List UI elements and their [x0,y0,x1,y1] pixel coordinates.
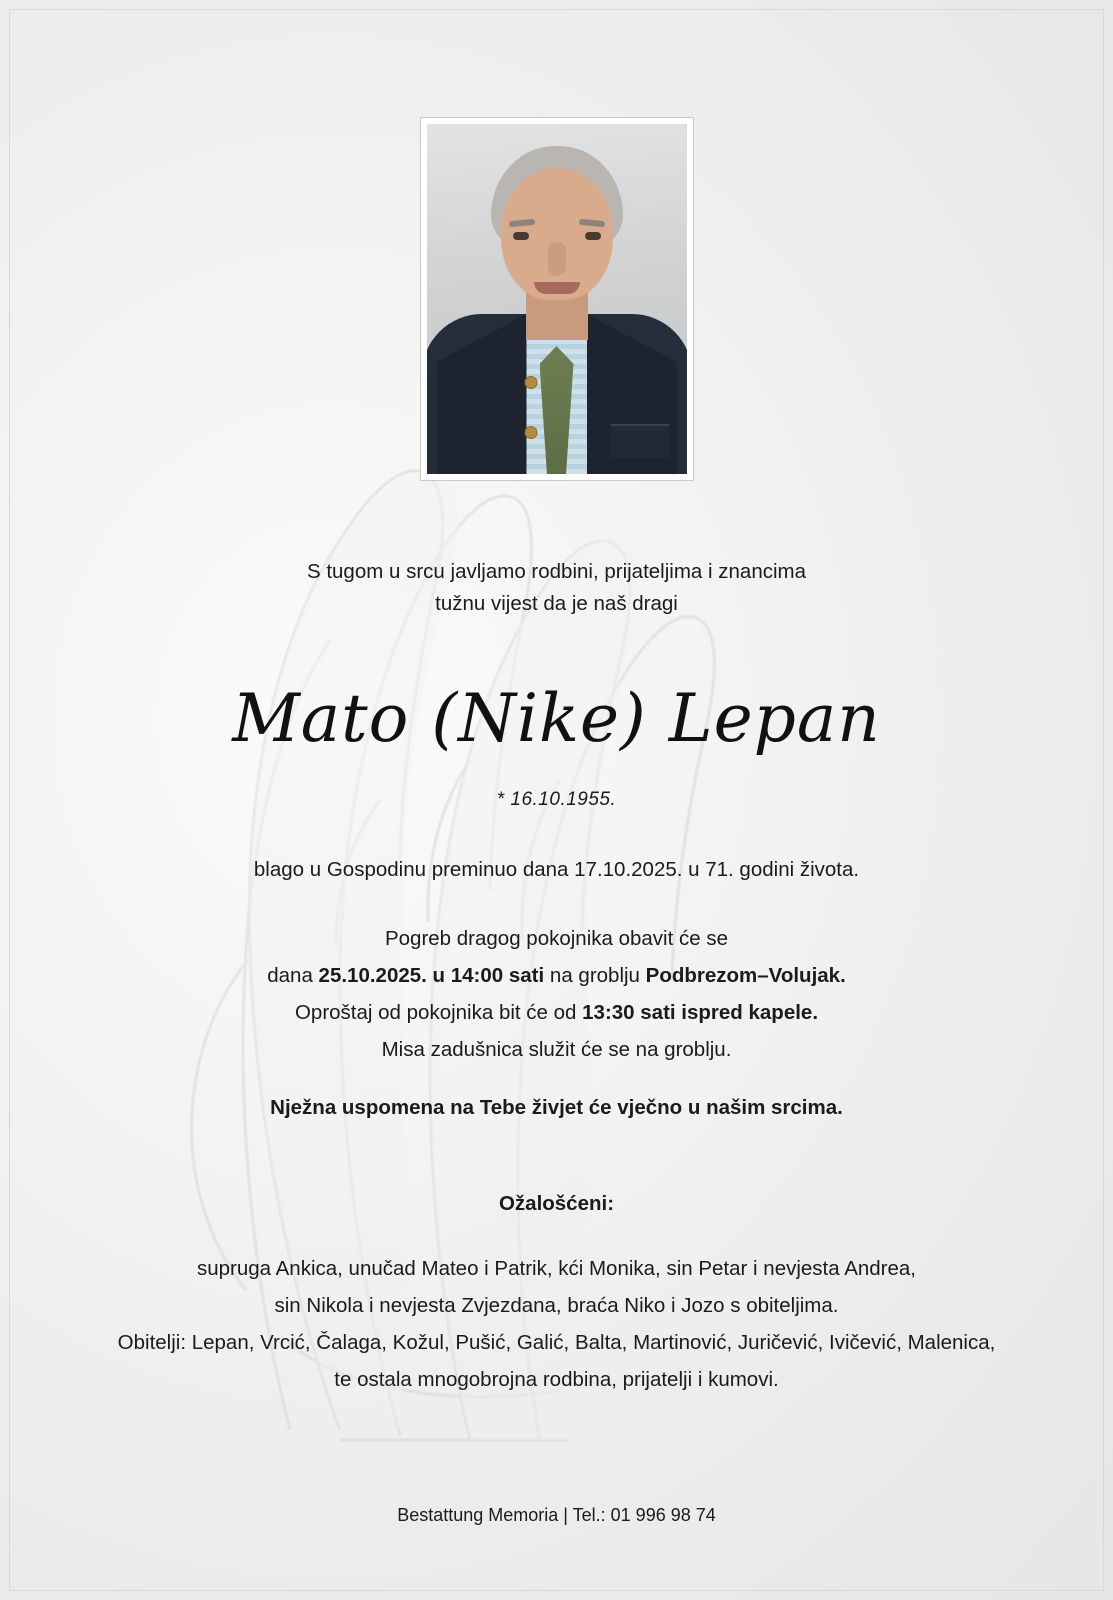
intro-line-2: tužnu vijest da je naš dragi [435,592,678,615]
mass-line: Misa zadušnica služit će se na groblju. [381,1038,732,1061]
deceased-name: Mato (Nike) Lepan [232,680,881,757]
portrait-frame [421,118,693,480]
funeral-details [0,920,1113,1068]
mourners-list [0,1250,1113,1398]
birth-date: * 16.10.1955. [496,789,617,810]
mourners-line-1: supruga Ankica, unučad Mateo i Patrik, kći Monika, sin Petar i nevjesta Andrea, [196,1257,917,1280]
funeral-place: Podbrezom–Volujak. [645,964,846,987]
memory-line: Nježna uspomena na Tebe živjet će vječno u našim srcima. [270,1096,843,1119]
funeral-datetime: 25.10.2025. u 14:00 sati [318,964,545,987]
intro-line-1: S tugom u srcu javljamo rodbini, prijateljima i znancima [306,560,807,583]
footer-contact: Bestattung Memoria | Tel.: 01 996 98 74 [397,1505,716,1525]
mourners-line-2: sin Nikola i nevjesta Zvjezdana, braća Niko i Jozo s obiteljima. [274,1294,839,1317]
farewell-line [0,994,1113,1031]
funeral-line-1: Pogreb dragog pokojnika obavit će se [384,927,729,950]
mourners-line-4: te ostala mnogobrojna rodbina, prijatelji i kumovi. [334,1368,779,1391]
intro-text [0,556,1113,620]
death-statement: blago u Gospodinu preminuo dana 17.10.2025. u 71. godini života. [253,858,860,881]
portrait-photo [427,124,687,474]
funeral-date-prefix: dana [267,964,319,987]
mourners-title: Ožalošćeni: [498,1192,615,1215]
funeral-place-prefix: na groblju [544,964,646,987]
farewell-time: 13:30 sati ispred kapele. [582,1001,819,1024]
funeral-line-2 [0,957,1113,994]
farewell-prefix: Oproštaj od pokojnika bit će od [294,1001,583,1024]
mourners-line-3: Obitelji: Lepan, Vrcić, Čalaga, Kožul, Pušić, Galić, Balta, Martinović, Juričević, Ivičević, Malenica, [117,1331,996,1354]
